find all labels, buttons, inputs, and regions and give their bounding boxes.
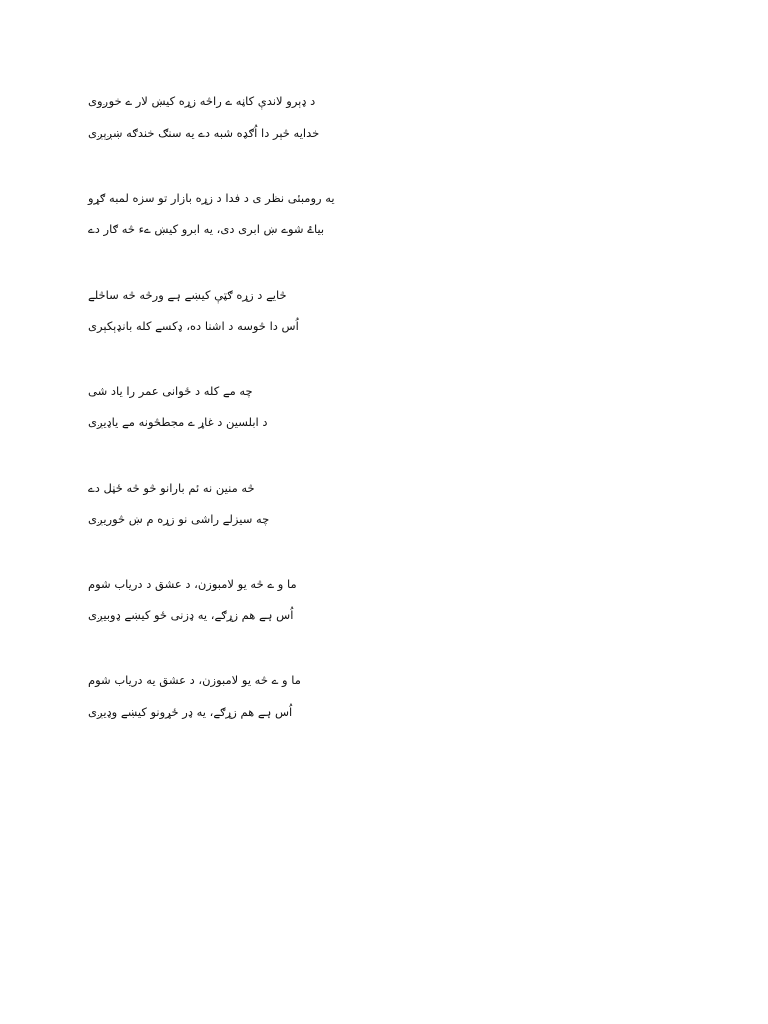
stanza-3-line-1: څایے د زړه ګټې کیښے ہے ورڅه څه ساڅلے: [88, 288, 287, 302]
stanza-7-line-1: ما و ے څه یو لامبوزن، د عشق یه دریاب شوم: [88, 673, 301, 687]
stanza-4-line-2: د ابلسین د غاړ ے مجطڅونه مے یاډیږی: [88, 415, 268, 429]
stanza-2-line-2: بیاۓ شوے ښ ابری دی، یه ابرو کیښ ےء څه ګار دے: [88, 222, 325, 236]
stanza-3-line-2: اُس دا څوسه د اشنا ده، ډکسے کله بانډېکېری: [88, 319, 299, 333]
stanza-5-line-1: څه منین نه ئم بارانو څو څه ځڼل دے: [88, 481, 255, 495]
stanza-1-line-1: د ډېرو لاندې کاڼه ے راڅه زړه کیښ لار ے خوږوی: [88, 94, 316, 108]
stanza-6-line-2: اُس ہے هم زړګے، یه ډزنی ځو کیښے ډوبیږی: [88, 608, 294, 622]
stanza-4-line-1: چه مے کله د ځوانی عمر را یاد شی: [88, 384, 253, 398]
stanza-1-line-2: خدایه څېر دا اُګډه شبه دے یه سنګ خندګه ښږېږی: [88, 126, 320, 140]
stanza-6-line-1: ما و ے څه یو لامبوزن، د عشق د دریاب شوم: [88, 577, 297, 591]
stanza-2-line-1: یه رومبئی نظر ی د فدا د زړه بازار تو سزه لمبه ګړو: [88, 191, 335, 205]
stanza-7-line-2: اُس ہے هم زړګے، یه ډر ځړونو کیښے وډیږی: [88, 705, 293, 719]
stanza-5-line-2: چه سیزلے راشی نو زړه م ښ څوریږی: [88, 512, 270, 526]
